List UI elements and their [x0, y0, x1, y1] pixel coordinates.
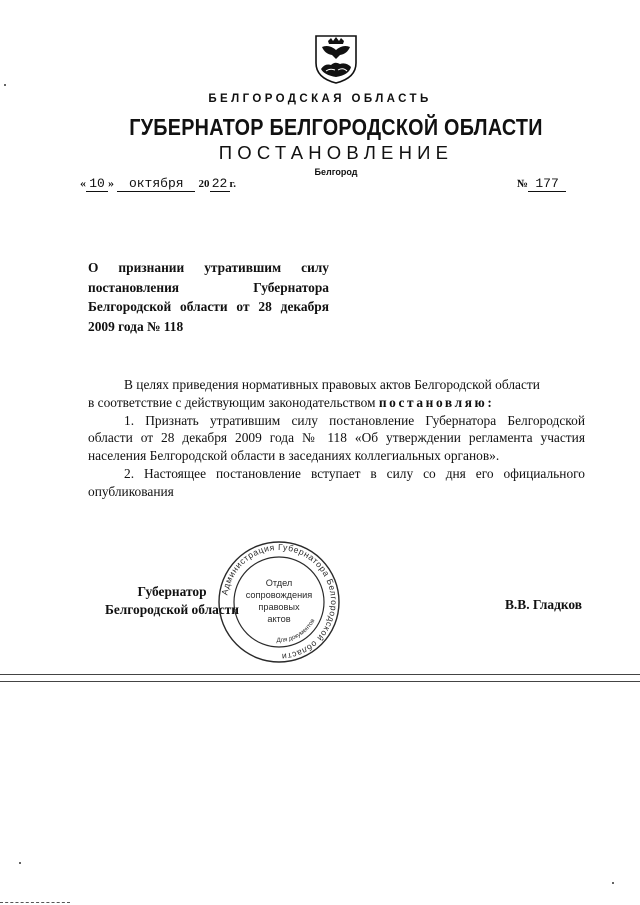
decree-word: постановляю:: [378, 394, 495, 410]
document-date: [80, 175, 236, 192]
scan-rule-top: [0, 674, 640, 675]
city-label: Белгород: [314, 167, 358, 177]
date-day: 10: [86, 177, 108, 192]
date-month: октября: [117, 177, 195, 192]
document-subject: О признании утратившим силу постановления Губернатора Белгородской области от 28 декабря 2009 года № 118: [88, 260, 329, 334]
paragraph-preamble-cont: [88, 394, 585, 412]
document-type-heading: ПОСТАНОВЛЕНИЕ: [218, 142, 454, 163]
date-open-quote: «: [80, 176, 86, 190]
region-heading: БЕЛГОРОДСКАЯ ОБЛАСТЬ: [208, 93, 432, 105]
date-year-suffix: 22: [210, 177, 230, 192]
stamp-line-3: правовых: [258, 602, 300, 612]
scan-rule-bottom: [0, 681, 640, 682]
scan-footer-rule: [0, 902, 70, 903]
coat-of-arms-icon: [313, 33, 359, 85]
date-year-prefix: 20: [198, 178, 210, 190]
stamp-ring-text: Администрация Губернатора Белгородской области: [219, 541, 340, 662]
signatory-name: В.В. Гладков: [505, 597, 583, 612]
paragraph-preamble: [88, 376, 585, 394]
authority-heading: ГУБЕРНАТОР БЕЛГОРОДСКОЙ ОБЛАСТИ: [129, 114, 543, 140]
stamp-line-4: актов: [267, 614, 291, 624]
number-value: 177: [528, 177, 566, 192]
stamp-line-2: сопровождения: [245, 590, 313, 600]
paragraph-item-1: 1. Признать утратившим силу постановление Губернатора Белгородской области от 28 декабря 2009 года № 118 «Об утверждении регламента участия населения Белгородской области в заседаниях коллегиальных органов».: [88, 412, 585, 464]
signatory-title-line-2: Белгородской области: [104, 602, 240, 617]
scan-mark: [19, 862, 21, 864]
stamp-inner-ring-text: Для документов: [276, 617, 317, 645]
scan-mark: [612, 882, 614, 884]
date-close-quote: »: [108, 176, 114, 190]
paragraph-item-2: 2. Настоящее постановление вступает в силу со дня его официального опубликования: [88, 465, 585, 499]
document-number: [517, 175, 566, 192]
preamble-cont-text: в соответствие с действующим законодательством: [88, 394, 376, 410]
document-body: [88, 376, 585, 501]
official-stamp: [217, 540, 341, 664]
preamble-text: В целях приведения нормативных правовых актов Белгородской области: [124, 377, 540, 392]
stamp-line-1: Отдел: [265, 578, 293, 588]
scan-mark: [4, 84, 6, 86]
date-year-unit: г.: [229, 178, 237, 190]
signatory-title-line-1: Губернатор: [137, 584, 207, 599]
number-label: №: [517, 178, 529, 190]
